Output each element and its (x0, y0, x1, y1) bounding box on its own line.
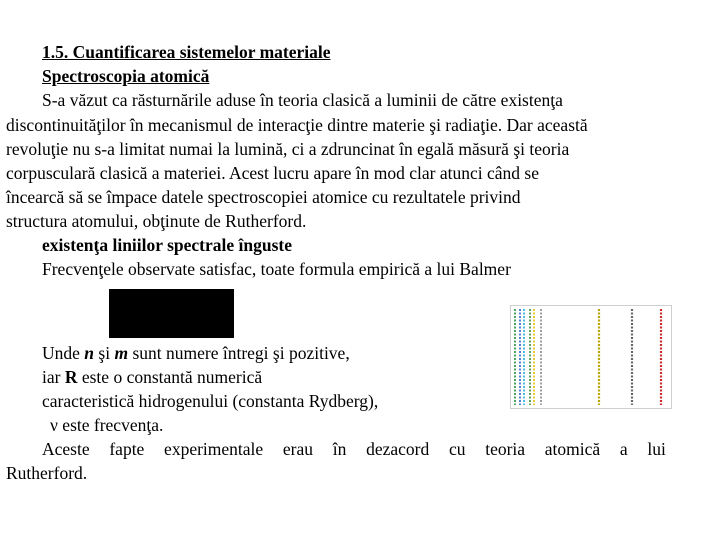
variable-n: n (84, 343, 95, 363)
hydrogen-spectrum-image (510, 305, 672, 409)
conclusion-word: dezacord (366, 439, 430, 459)
definition-n-m (42, 341, 350, 365)
paragraph-line: structura atomului, obţinute de Rutherford. (6, 211, 307, 231)
paragraph-line: S-a văzut ca răsturnările aduse în teoria clasică a luminii de către existenţa (42, 90, 563, 110)
conclusion-line (42, 437, 666, 461)
conclusion-word: fapte (109, 439, 145, 459)
variable-r: R (64, 367, 78, 387)
balmer-formula-intro: Frecvenţele observate satisfac, toate formula empirică a lui Balmer (42, 259, 511, 279)
variable-nu: ν (50, 415, 58, 435)
conclusion-word: teoria (485, 439, 526, 459)
conclusion-word: Aceste (42, 439, 90, 459)
variable-m: m (114, 343, 129, 363)
conclusion-word: lui (647, 439, 666, 459)
conclusion-word: în (332, 439, 347, 459)
definition-text: iar (42, 367, 65, 387)
paragraph-line: încearcă să se împace datele spectroscopiei atomice cu rezultatele privind (6, 187, 521, 207)
definition-text: este o constantă numerică (77, 367, 263, 387)
spectral-lines-subheading: existenţa liniilor spectrale înguste (42, 235, 292, 255)
paragraph-line: revoluţie nu s-a limitat numai la lumină, ci a zdruncinat în egală măsură şi teoria (6, 139, 570, 159)
definition-text: şi (94, 343, 115, 363)
paragraph-line: discontinuităţilor în mecanismul de interacţie dintre materie şi radiaţie. Dar această (6, 115, 588, 135)
paragraph-line: corpusculară clasică a materiei. Acest lucru apare în mod clar atunci când se (6, 163, 540, 183)
balmer-formula-image (109, 289, 234, 338)
conclusion-word: atomică (544, 439, 601, 459)
section-subtitle: Spectroscopia atomică (42, 66, 210, 86)
definition-text: este frecvenţa. (57, 415, 164, 435)
definition-text: Unde (42, 343, 85, 363)
conclusion-word: a (619, 439, 628, 459)
conclusion-word: experimentale (164, 439, 264, 459)
conclusion-last-line: Rutherford. (6, 463, 88, 483)
definition-rydberg: caracteristică hidrogenului (constanta Rydberg), (42, 391, 379, 411)
section-title: 1.5. Cuantificarea sistemelor materiale (42, 42, 331, 62)
conclusion-word: erau (282, 439, 314, 459)
definition-nu (50, 413, 163, 437)
definition-text: sunt numere întregi şi pozitive, (128, 343, 350, 363)
definition-r (42, 365, 262, 389)
conclusion-word: cu (448, 439, 466, 459)
